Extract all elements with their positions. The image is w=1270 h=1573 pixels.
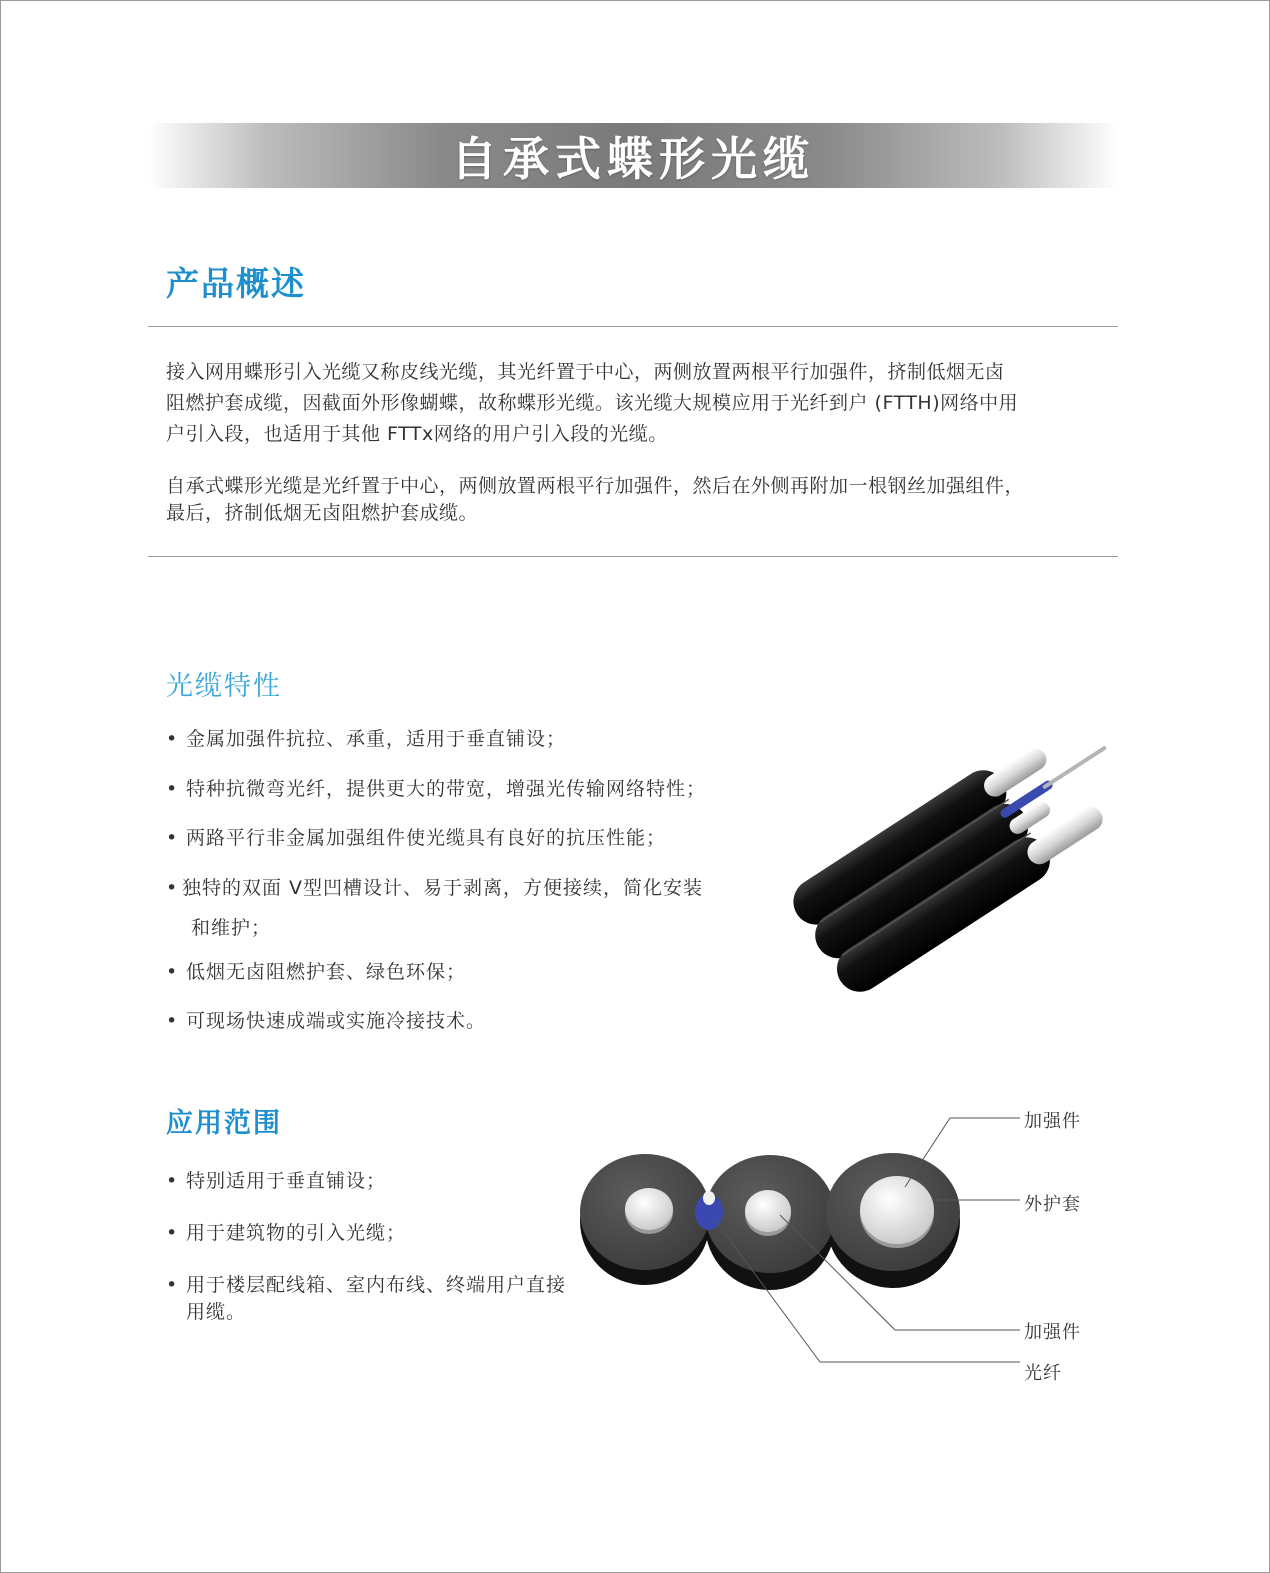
strength-member: [625, 1188, 673, 1230]
list-item-continuation: 用缆。: [186, 1301, 247, 1323]
list-item: • 可现场快速成端或实施冷接技术。: [166, 1010, 487, 1032]
label-strength-member-top: 加强件: [1024, 1111, 1081, 1132]
applications-heading: 应用范围: [166, 1108, 282, 1139]
list-item: • 用于楼层配线箱、室内布线、终端用户直接: [166, 1274, 567, 1296]
steel-wire-member: [860, 1176, 934, 1244]
overview-paragraph-1: [166, 357, 1131, 450]
overview-p2-line: 最后，挤制低烟无卤阻燃护套成缆。: [166, 502, 479, 524]
list-item: • 特种抗微弯光纤，提供更大的带宽，增强光传输网络特性；: [166, 778, 707, 800]
label-strength-member-bottom: 加强件: [1024, 1322, 1081, 1343]
list-item-continuation: 和维护；: [191, 917, 272, 939]
overview-p2-line: 自承式蝶形光缆是光纤置于中心，两侧放置两根平行加强件，然后在外侧再附加一根钢丝加强组件，: [166, 475, 1025, 497]
overview-p1-line: 接入网用蝶形引入光缆又称皮线光缆，其光纤置于中心，两侧放置两根平行加强件，挤制低烟无卤: [166, 361, 1005, 383]
divider-bottom: [148, 556, 1118, 557]
label-optical-fiber: 光纤: [1024, 1363, 1062, 1384]
features-heading: 光缆特性: [166, 671, 282, 702]
overview-p1-line: 户引入段，也适用于其他 FTTx网络的用户引入段的光缆。: [166, 423, 668, 445]
overview-paragraph-2: [166, 473, 1131, 527]
applications-list: [166, 1164, 606, 1334]
fiber-core: [1042, 745, 1107, 789]
list-item: • 两路平行非金属加强组件使光缆具有良好的抗压性能；: [166, 827, 667, 849]
fiber-core: [703, 1191, 715, 1205]
cable-illustration: [770, 715, 1130, 1015]
list-item: • 金属加强件抗拉、承重，适用于垂直铺设；: [166, 728, 567, 750]
title-banner: [148, 123, 1118, 188]
features-list: [166, 724, 766, 1044]
label-outer-sheath: 外护套: [1024, 1194, 1081, 1215]
strength-member: [745, 1190, 791, 1232]
list-item: • 低烟无卤阻燃护套、绿色环保；: [166, 961, 467, 983]
list-item: • 特别适用于垂直铺设；: [166, 1170, 387, 1192]
cross-section-diagram: [575, 1100, 1035, 1400]
list-item: • 用于建筑物的引入光缆；: [166, 1222, 407, 1244]
list-item: • 独特的双面 V型凹槽设计、易于剥离，方便接续，简化安装: [166, 877, 704, 899]
divider-top: [148, 326, 1118, 327]
page-title: 自承式蝶形光缆: [451, 131, 815, 186]
overview-heading: 产品概述: [166, 264, 306, 303]
overview-p1-line: 阻燃护套成缆，因截面外形像蝴蝶，故称蝶形光缆。该光缆大规模应用于光纤到户 (FTTH)网络中用: [166, 392, 1019, 414]
